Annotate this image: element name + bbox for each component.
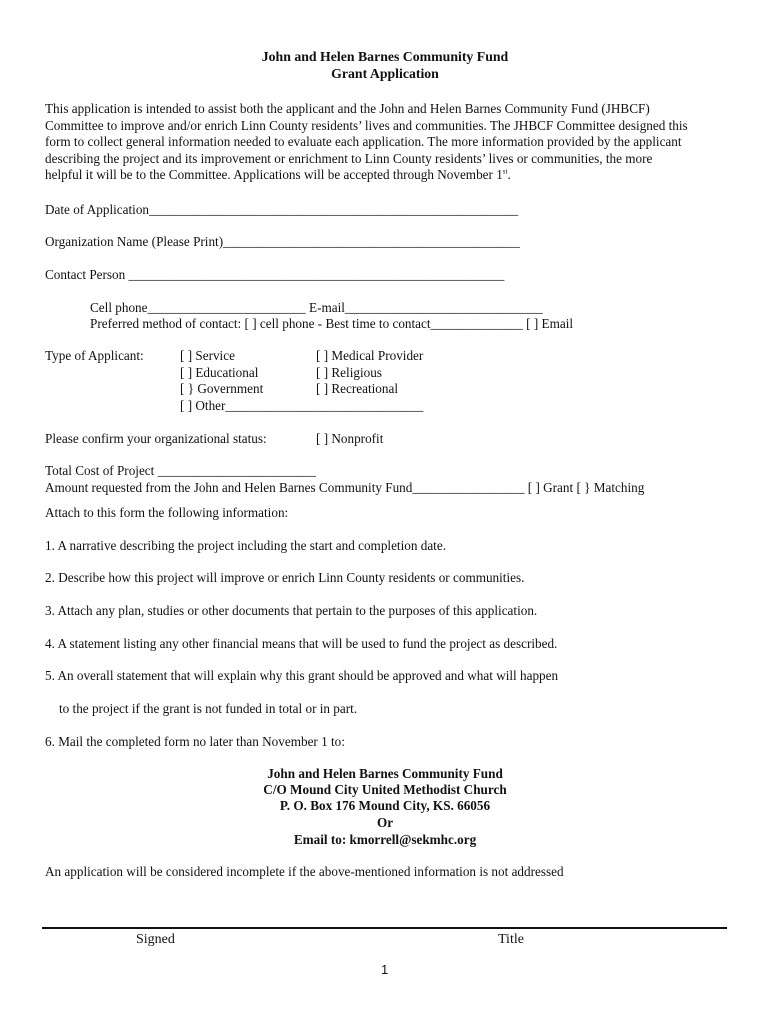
- status-label: Please confirm your organizational status:: [45, 431, 267, 446]
- intro-line: describing the project and its improvement or enrichment to Linn County residents’ lives or communities, the more: [45, 150, 653, 166]
- address-or: Or: [376, 815, 394, 830]
- intro-line: This application is intended to assist both the applicant and the John and Helen Barnes Community Fund (JHBCF): [45, 101, 650, 116]
- checkbox-other[interactable]: [ ] Other______________________________: [180, 397, 424, 413]
- contact-person-field[interactable]: Contact Person _________________________________________________________: [45, 267, 505, 282]
- checkbox-nonprofit[interactable]: [ ] Nonprofit: [316, 431, 384, 446]
- intro-last-line: [45, 167, 735, 184]
- checkbox-medical-provider[interactable]: [ ] Medical Provider: [316, 348, 424, 363]
- checkbox-recreational[interactable]: [ ] Recreational: [316, 381, 399, 396]
- address-email[interactable]: Email to: kmorrell@sekmhc.org: [293, 832, 477, 847]
- organization-name-field[interactable]: Organization Name (Please Print)_____________________________________________: [45, 234, 520, 249]
- applicant-type-label: Type of Applicant:: [45, 348, 144, 363]
- cell-phone-email-field[interactable]: Cell phone________________________ E-mail______________________________: [90, 300, 543, 315]
- address-line: P. O. Box 176 Mound City, KS. 66056: [279, 798, 491, 813]
- intro-line: form to collect general information needed to evaluate each application. The more information provided by the applicant: [45, 134, 682, 149]
- list-item: 2. Describe how this project will improve or enrich Linn County residents or communities.: [45, 570, 525, 585]
- checkbox-religious[interactable]: [ ] Religious: [316, 364, 382, 380]
- attach-heading: Attach to this form the following information:: [45, 505, 289, 520]
- preferred-contact-field[interactable]: Preferred method of contact: [ ] cell phone - Best time to contact______________ [ ] Email: [90, 316, 574, 331]
- list-item: 4. A statement listing any other financial means that will be used to fund the project as described.: [45, 636, 558, 651]
- list-item: 1. A narrative describing the project including the start and completion date.: [45, 538, 447, 553]
- incomplete-note: An application will be considered incomplete if the above-mentioned information is not addressed: [45, 864, 564, 879]
- total-cost-field[interactable]: Total Cost of Project ________________________: [45, 463, 316, 478]
- title-label: Title: [498, 932, 524, 947]
- signature-line[interactable]: [42, 927, 727, 929]
- list-item: 3. Attach any plan, studies or other documents that pertain to the purposes of this application.: [45, 603, 538, 618]
- intro-paragraph: [45, 101, 735, 184]
- document-title: John and Helen Barnes Community Fund: [261, 49, 509, 64]
- intro-last-text: helpful it will be to the Committee. Applications will be accepted through November 1: [45, 167, 503, 182]
- list-item: 6. Mail the completed form no later than November 1 to:: [45, 734, 345, 749]
- date-of-application-field[interactable]: Date of Application________________________________________________________: [45, 202, 519, 217]
- checkbox-government[interactable]: [ } Government: [180, 381, 264, 396]
- address-line: John and Helen Barnes Community Fund: [267, 766, 503, 781]
- checkbox-service[interactable]: [ ] Service: [180, 348, 235, 363]
- checkbox-educational[interactable]: [ ] Educational: [180, 364, 259, 380]
- list-item-continuation: to the project if the grant is not funded in total or in part.: [59, 701, 358, 716]
- intro-period: .: [507, 167, 511, 182]
- intro-ordinal: st: [502, 167, 508, 176]
- amount-requested-field[interactable]: Amount requested from the John and Helen Barnes Community Fund_________________ [ ] Grant [ } Matching: [45, 480, 645, 495]
- signed-label: Signed: [136, 932, 175, 947]
- intro-line: Committee to improve and/or enrich Linn County residents’ lives and communities. The JHBCF Committee designed this: [45, 117, 688, 133]
- list-item: 5. An overall statement that will explain why this grant should be approved and what will happen: [45, 668, 559, 683]
- address-line: C/O Mound City United Methodist Church: [263, 782, 507, 797]
- document-subtitle: Grant Application: [331, 66, 439, 81]
- page-number: 1: [381, 962, 389, 977]
